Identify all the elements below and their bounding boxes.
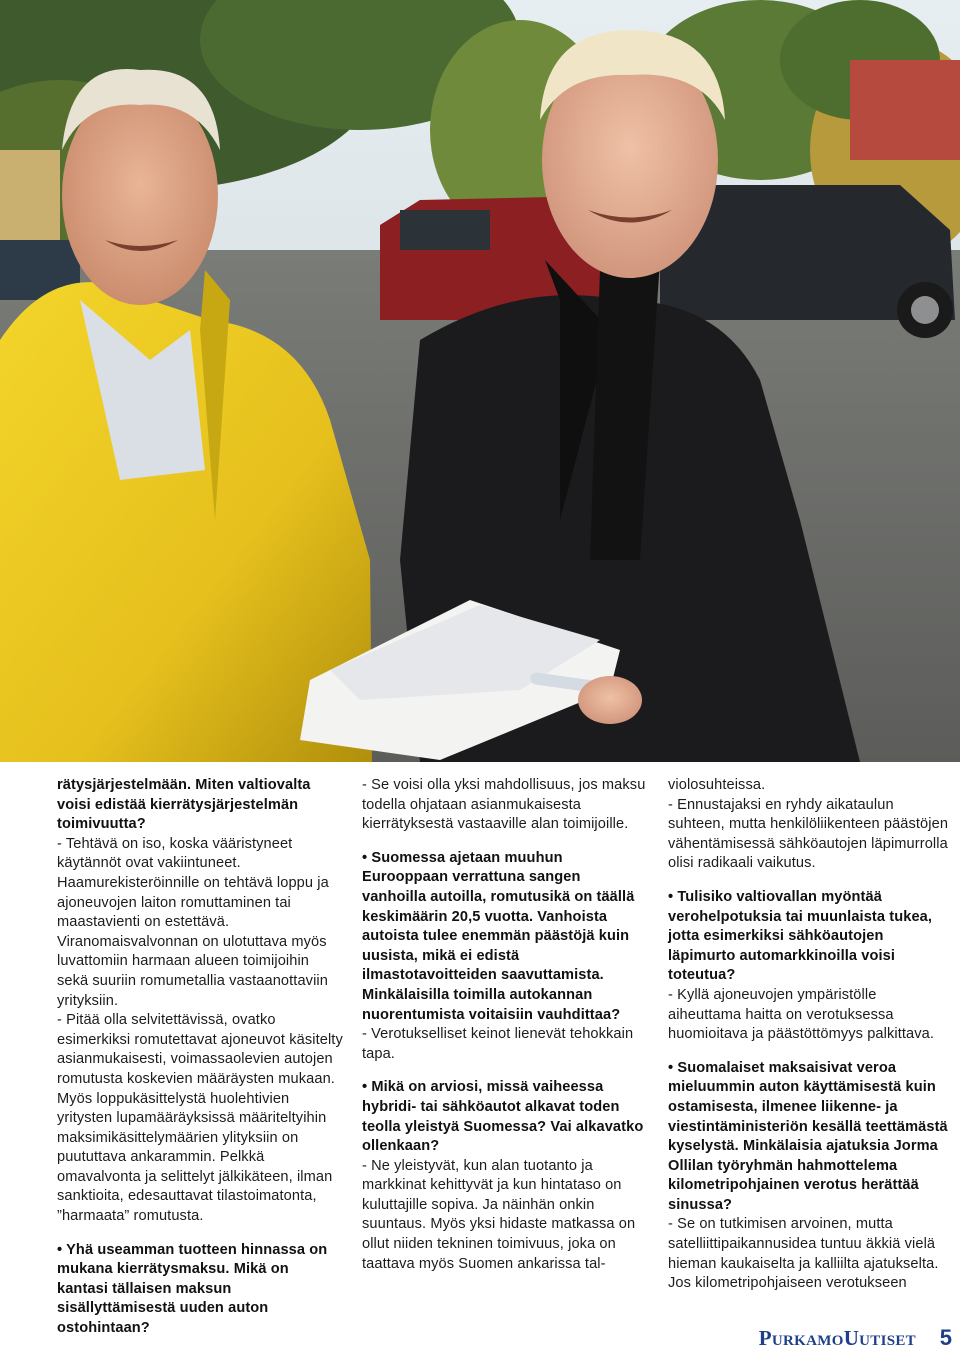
answer-paragraph: - Ne yleistyvät, kun alan tuotanto ja markkinat kehittyvät ja kun hintataso on kuluttajille sopiva. Ja näinhän onkin suuntaus. Myös yksi hidaste matkassa on ollut niiden tekninen toimivuus, joka on taattava myös Suomen ankarissa tal-: [362, 1157, 636, 1272]
answer-paragraph: - Se voisi olla yksi mahdollisuus, jos maksu todella ohjataan asianmukaisesta kierrätyksestä vastaaville alan toimijoille.: [362, 777, 646, 833]
page-number: 5: [939, 1325, 952, 1350]
answer-paragraph: - Verotukselliset keinot lienevät tehokkain tapa.: [362, 1026, 634, 1062]
text-column-1: [57, 776, 343, 1339]
question-paragraph: • Tulisiko valtiovallan myöntää verohelpotuksia tai muunlaista tukea, jotta esimerkiksi sähköautojen läpimurto automarkkinoilla voisi toteutua?: [668, 888, 933, 984]
answer-paragraph: - Tehtävä on iso, koska vääristyneet käytännöt ovat vakiintuneet. Haamurekisteröinnille on tehtävä loppu ja ajoneuvojen laiton romuttaminen tai maastavienti on estettävä. Viranomaisvalvonnan on ulotuttava myös luvattomiin harmaan alueen toimijoihin sekä suuriin romumetallia vastaanottaviin yrityksiin.: [57, 835, 329, 1009]
question-paragraph: • Mikä on arviosi, missä vaiheessa hybridi- tai sähköautot alkavat toden teolla yleistyä Suomessa? Vai alkavatko ollenkaan?: [362, 1079, 644, 1155]
text-column-3: [668, 776, 952, 1294]
question-paragraph: • Suomalaiset maksaisivat veroa mieluummin auton käyttämisestä kuin ostamisesta, ilmenee liikenne- ja viestintäministeriön kesällä teettämästä kyselystä. Minkälaisia ajatuksia Jorma Ollilan työryhmän hahmottelema kilometripohjainen verotus herättää sinussa?: [668, 1059, 948, 1213]
page-footer: [0, 1320, 960, 1352]
question-paragraph: rätysjärjestelmään. Miten valtiovalta voisi edistää kierrätysjärjestelmän toimivuutta?: [57, 777, 311, 833]
question-paragraph: • Suomessa ajetaan muuhun Eurooppaan verrattuna sangen vanhoilla autoilla, romutusikä on täällä keskimäärin 20,5 vuotta. Vanhoista autoista tulee enemmän päästöjä kuin uusista, mikä ei edistä ilmastotavoitteiden saavuttamista. Minkälaisilla toimilla autokannan nuorentumista voitaisiin vauhdittaa?: [362, 849, 635, 1023]
answer-paragraph: - Se on tutkimisen arvoinen, mutta satelliittipaikannusidea tuntuu äkkiä vielä hieman kaukaiselta ja kalliilta ajatukselta. Jos kilometripohjaiseen verotukseen: [668, 1216, 939, 1292]
question-paragraph: • Yhä useamman tuotteen hinnassa on mukana kierrätysmaksu. Mikä on kantasi tällaisen maksun sisällyttämisestä uuden auton ostohintaan?: [57, 1241, 328, 1337]
article-body: [0, 776, 960, 1337]
answer-paragraph: - Kyllä ajoneuvojen ympäristölle aiheuttama haitta on verotuksessa huomioitava ja päästöttömyys palkittava.: [668, 986, 935, 1043]
publication-logo: PurkamoUutiset: [758, 1326, 916, 1350]
answer-paragraph: - Ennustajaksi en ryhdy aikataulun suhteen, mutta henkilöliikenteen päästöjen vähentämisessä sähköautojen läpimurrolla olisi radikaali vaikutus.: [668, 796, 949, 872]
text-column-2: [362, 776, 647, 1274]
answer-paragraph: violosuhteissa.: [668, 777, 766, 793]
answer-paragraph: - Pitää olla selvitettävissä, ovatko esimerkiksi romutettavat ajoneuvot käsitelty asianmukaisesti, voimassaolevien autojen romutusta koskevien määräysten mukaan. Myös loppukäsittelystä huolehtivien yritysten lupamääräyksissä määriteltyihin maksimikäsittelymäärien ylityksiin on puututtava ankarammin. Pelkkä omavalvonta ja selittelyt jälkikäteen, ilman sanktioita, edesauttavat tilastoimatonta, ”harmaata” romutusta.: [57, 1012, 343, 1225]
